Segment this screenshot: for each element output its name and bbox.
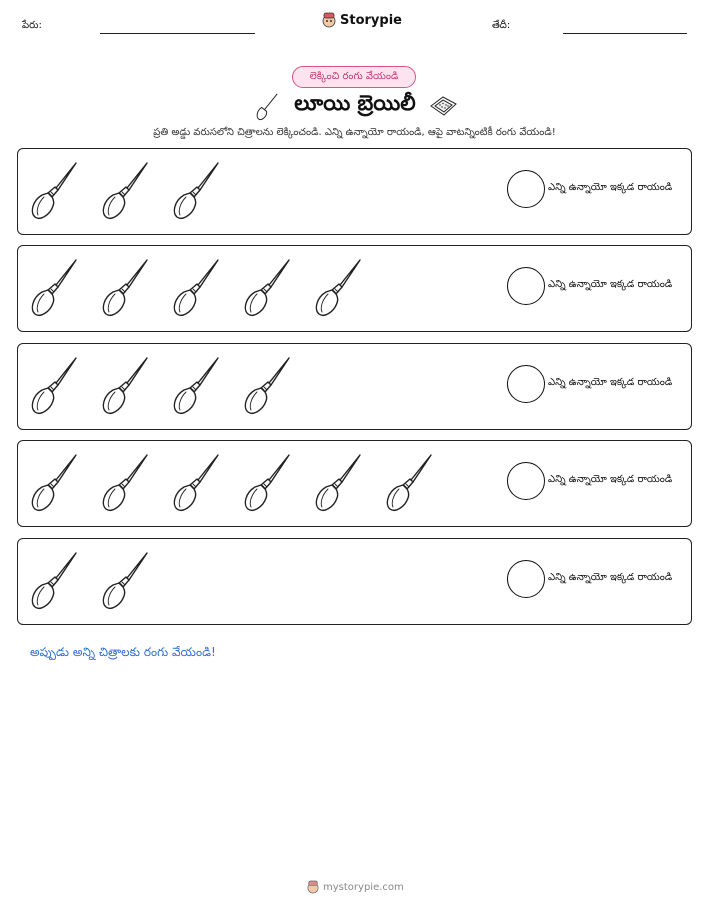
row-icons xyxy=(28,159,224,229)
awl-icon[interactable] xyxy=(99,256,153,318)
awl-icon[interactable] xyxy=(99,159,153,221)
row-icons xyxy=(28,451,437,521)
answer-circle[interactable] xyxy=(507,267,545,305)
row-icons xyxy=(28,256,366,326)
date-field-line[interactable] xyxy=(563,33,687,34)
answer-label: ఎన్ని ఉన్నాయో ఇక్కడ రాయండి xyxy=(548,182,673,193)
storypie-logo-icon xyxy=(322,12,336,28)
answer-circle[interactable] xyxy=(507,170,545,208)
awl-icon[interactable] xyxy=(170,451,224,513)
name-field-line[interactable] xyxy=(100,33,255,34)
awl-icon[interactable] xyxy=(241,451,295,513)
awl-icon[interactable] xyxy=(28,256,82,318)
activity-tag: లెక్కించి రంగు వేయండి xyxy=(292,66,416,88)
answer-label: ఎన్ని ఉన్నాయో ఇక్కడ రాయండి xyxy=(548,474,673,485)
awl-icon[interactable] xyxy=(170,159,224,221)
answer-label: ఎన్ని ఉన్నాయో ఇక్కడ రాయండి xyxy=(548,572,673,583)
awl-icon[interactable] xyxy=(241,256,295,318)
row-icons xyxy=(28,549,153,619)
answer-label: ఎన్ని ఉన్నాయో ఇక్కడ రాయండి xyxy=(548,279,673,290)
count-row xyxy=(17,538,692,625)
page-title: లూయి బ్రెయిలీ xyxy=(294,91,416,115)
answer-circle[interactable] xyxy=(507,365,545,403)
awl-icon[interactable] xyxy=(28,549,82,611)
name-label: పేరు: xyxy=(22,20,42,31)
awl-icon[interactable] xyxy=(28,354,82,416)
answer-circle[interactable] xyxy=(507,462,545,500)
awl-icon[interactable] xyxy=(170,256,224,318)
count-row xyxy=(17,440,692,527)
count-row xyxy=(17,148,692,235)
awl-icon[interactable] xyxy=(170,354,224,416)
awl-icon[interactable] xyxy=(28,451,82,513)
count-row xyxy=(17,245,692,332)
awl-icon[interactable] xyxy=(312,451,366,513)
row-icons xyxy=(28,354,295,424)
awl-icon[interactable] xyxy=(383,451,437,513)
answer-label: ఎన్ని ఉన్నాయో ఇక్కడ రాయండి xyxy=(548,377,673,388)
brand xyxy=(322,12,402,28)
instructions: ప్రతి అడ్డు వరుసలోని చిత్రాలను లెక్కించండి. ఎన్ని ఉన్నాయో రాయండి, ఆపై వాటన్నింటికీ రంగు వేయండి! xyxy=(153,127,556,138)
site-footer xyxy=(307,880,404,894)
awl-icon[interactable] xyxy=(241,354,295,416)
awl-icon[interactable] xyxy=(28,159,82,221)
worksheet-header xyxy=(0,0,709,40)
brand-name: Storypie xyxy=(340,12,402,28)
awl-icon xyxy=(254,91,282,121)
awl-icon[interactable] xyxy=(99,354,153,416)
braille-slate-icon xyxy=(428,94,458,118)
date-label: తేదీ: xyxy=(492,20,511,31)
footer-cta: అప్పుడు అన్ని చిత్రాలకు రంగు వేయండి! xyxy=(30,645,216,659)
site-url: mystorypie.com xyxy=(323,881,404,893)
count-row xyxy=(17,343,692,430)
awl-icon[interactable] xyxy=(99,451,153,513)
answer-circle[interactable] xyxy=(507,560,545,598)
awl-icon[interactable] xyxy=(312,256,366,318)
storypie-logo-icon xyxy=(307,880,319,894)
title-block xyxy=(236,90,476,122)
awl-icon[interactable] xyxy=(99,549,153,611)
